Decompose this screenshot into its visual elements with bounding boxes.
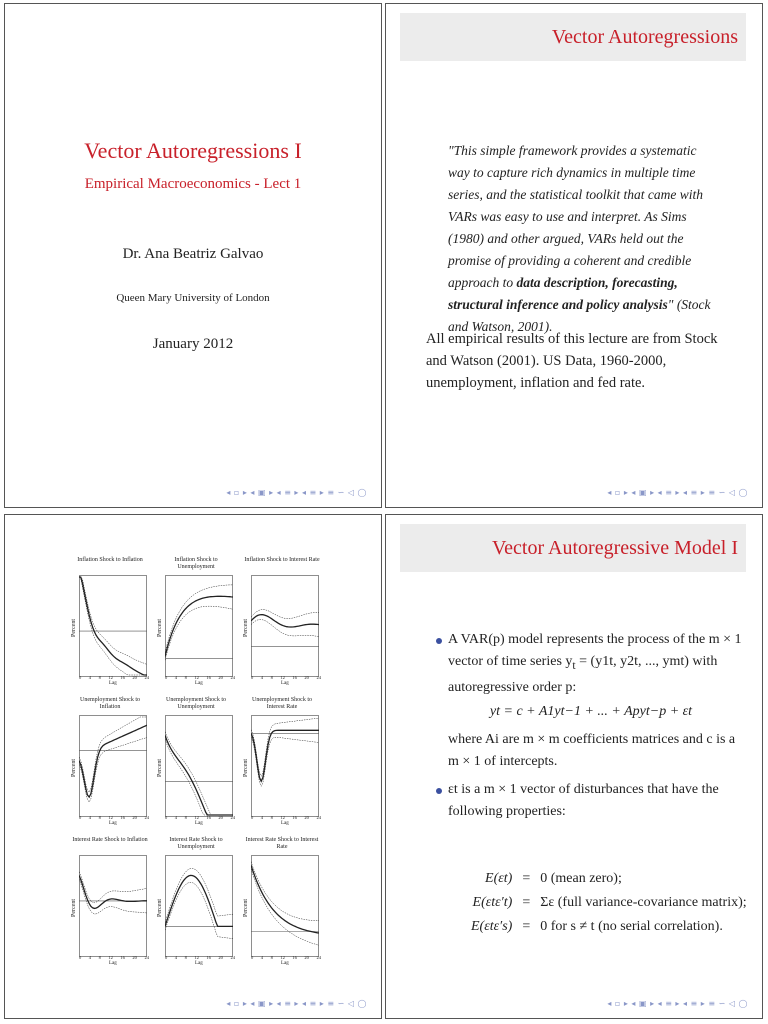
moment-rhs: 0 (mean zero); [540,871,622,886]
irf-upper-band [165,585,233,653]
irf-x-ticks [79,815,149,820]
irf-lower-band [251,620,319,637]
irf-x-tick: 8 [98,675,101,680]
irf-panel [71,557,149,695]
irf-x-tick: 20 [218,955,223,960]
irf-x-tick: 12 [108,955,113,960]
moment-equals: = [522,895,531,910]
irf-y-label: Percent [71,759,77,777]
irf-x-tick: 12 [280,955,285,960]
irf-x-tick: 0 [251,675,254,680]
irf-x-label: Lag [109,821,117,826]
irf-response-line [165,596,233,656]
irf-y-label: Percent [157,759,163,777]
irf-x-tick: 0 [165,955,168,960]
irf-plot-frame [166,576,233,677]
irf-response-line [251,865,319,933]
institution: Queen Mary University of London [116,292,270,304]
irf-response-line [79,875,147,908]
slide-var-model [385,514,763,1019]
irf-panel [243,557,321,695]
moment-rhs: 0 for s ≠ t (no serial correlation). [540,919,723,934]
irf-x-tick: 12 [194,815,199,820]
irf-panel-title: Interest Rate Shock to Interest Rate [245,837,319,850]
presentation-title: Vector Autoregressions I [84,138,302,163]
irf-response-line [79,725,147,797]
irf-x-tick: 8 [270,675,273,680]
irf-x-tick: 24 [230,955,235,960]
slide-title [4,3,382,508]
irf-x-tick: 4 [260,815,264,820]
irf-x-tick: 12 [194,955,199,960]
irf-x-ticks [251,675,321,680]
moments-table [466,867,752,939]
where-text: where Ai are m × m coefficients matrices and c is a m × 1 of intercepts. [448,731,736,769]
irf-x-tick: 0 [251,955,254,960]
irf-x-tick: 0 [79,955,82,960]
irf-plot [79,715,147,817]
irf-x-tick: 20 [304,955,309,960]
disturbances-text: εt is a m × 1 vector of disturbances that have the following properties: [448,781,719,819]
irf-upper-band [165,732,233,815]
irf-x-tick: 4 [174,955,178,960]
irf-x-tick: 16 [120,955,125,960]
frame-title: Vector Autoregressive Model I [400,524,746,572]
irf-x-tick: 4 [174,815,178,820]
irf-x-tick: 4 [260,955,264,960]
bullet-list [436,629,746,823]
irf-y-label: Percent [243,619,249,637]
bullet-dot-icon [436,788,442,794]
irf-y-label: Percent [157,619,163,637]
moment-row [466,891,752,915]
slide-vector-autoregressions [385,3,763,508]
presentation-subtitle: Empirical Macroeconomics - Lect 1 [84,176,302,192]
irf-x-tick: 8 [184,675,187,680]
irf-x-tick: 16 [292,675,297,680]
beamer-navigation-icons[interactable]: ◂ ▫ ▸ ◂ ▣ ▸ ◂ ≡ ▸ ◂ ≡ ▸ ≡ ∽ ◁ ◯ [607,999,748,1008]
beamer-navigation-icons[interactable]: ◂ ▫ ▸ ◂ ▣ ▸ ◂ ≡ ▸ ◂ ≡ ▸ ≡ ∽ ◁ ◯ [226,488,367,497]
irf-y-label: Percent [243,759,249,777]
irf-plot [251,855,319,957]
irf-x-tick: 8 [98,815,101,820]
irf-x-tick: 24 [144,675,149,680]
irf-panel-title: Unemployment Shock to Unemployment [166,697,226,710]
irf-panel [243,837,321,975]
irf-x-tick: 16 [120,815,125,820]
irf-x-tick: 20 [304,815,309,820]
irf-x-ticks [251,955,321,960]
irf-plot-frame [252,856,319,957]
irf-x-tick: 8 [98,955,101,960]
irf-panel-title: Interest Rate Shock to Unemployment [169,837,223,850]
irf-plot [79,575,147,677]
irf-y-label: Percent [157,899,163,917]
irf-x-tick: 20 [132,675,137,680]
irf-x-label: Lag [281,961,289,966]
irf-x-label: Lag [195,821,203,826]
irf-panel-title: Interest Rate Shock to Inflation [72,837,148,843]
quote-text: "This simple framework provides a systematic way to capture rich dynamics in multiple time series, and the statistical toolkit that came with VARs was easy to use and interpret. As Sims (1980) and other argued, VARs held out the promise of providing a coherent and credible approach to [448,143,703,290]
irf-x-tick: 0 [165,815,168,820]
irf-x-tick: 12 [108,675,113,680]
irf-x-tick: 8 [184,815,187,820]
irf-response-line [251,730,319,781]
irf-panel [157,837,235,975]
irf-panel [71,697,149,835]
irf-plot-frame [166,856,233,957]
irf-x-tick: 0 [79,815,82,820]
irf-x-tick: 8 [184,955,187,960]
irf-y-label: Percent [71,899,77,917]
bullet-dot-icon [436,638,442,644]
irf-x-tick: 24 [316,675,321,680]
irf-plot [165,855,233,957]
beamer-navigation-icons[interactable]: ◂ ▫ ▸ ◂ ▣ ▸ ◂ ≡ ▸ ◂ ≡ ▸ ≡ ∽ ◁ ◯ [226,999,367,1008]
irf-panel-title: Inflation Shock to Interest Rate [244,557,320,563]
irf-plot [251,575,319,677]
irf-x-ticks [79,675,149,680]
irf-x-tick: 16 [120,675,125,680]
moment-equals: = [522,871,531,886]
irf-y-label: Percent [243,899,249,917]
irf-response-line [165,735,233,815]
irf-x-ticks [251,815,321,820]
irf-plot [79,855,147,957]
moment-lhs: E(εtε′s) [471,919,513,934]
irf-x-tick: 12 [108,815,113,820]
irf-plot-frame [80,856,147,957]
irf-lower-band [79,737,147,802]
irf-panel-title: Inflation Shock to Unemployment [174,557,218,570]
irf-lower-band [251,737,319,786]
irf-x-label: Lag [281,681,289,686]
impulse-response-grid [71,557,321,967]
irf-plot-frame [80,576,147,677]
irf-x-label: Lag [281,821,289,826]
author-name: Dr. Ana Beatriz Galvao [122,246,264,262]
data-note: All empirical results of this lecture are from Stock and Watson (2001). US Data, 1960-2000, unemployment, inflation and fed rate. [426,331,718,391]
irf-x-tick: 0 [251,815,254,820]
irf-panel-title: Inflation Shock to Inflation [77,557,143,563]
irf-x-tick: 12 [280,815,285,820]
irf-x-tick: 16 [292,815,297,820]
irf-panel [157,557,235,695]
bullet-var-definition [436,629,746,699]
irf-x-tick: 20 [218,675,223,680]
moment-rhs: Σε (full variance-covariance matrix); [540,895,747,910]
irf-x-ticks [165,955,235,960]
irf-x-tick: 0 [165,675,168,680]
irf-x-label: Lag [195,681,203,686]
irf-x-tick: 8 [270,955,273,960]
irf-x-tick: 16 [206,955,211,960]
irf-x-ticks [79,955,149,960]
irf-response-line [165,875,233,926]
irf-x-tick: 12 [194,675,199,680]
moment-lhs: E(εt) [485,871,513,886]
irf-upper-band [251,718,319,776]
irf-lower-band [165,882,233,938]
irf-x-tick: 24 [144,815,149,820]
irf-x-tick: 4 [174,675,178,680]
irf-x-tick: 24 [316,955,321,960]
irf-x-tick: 4 [88,815,92,820]
quote-reference: (Stock and Watson, 2001). [448,297,711,334]
irf-upper-band [79,872,147,903]
irf-plot [165,715,233,817]
irf-x-label: Lag [109,681,117,686]
irf-x-label: Lag [109,961,117,966]
irf-plot-frame [166,716,233,817]
irf-x-tick: 0 [79,675,82,680]
irf-y-label: Percent [71,619,77,637]
var-equation: yt = c + A1yt−1 + ... + Apyt−p + εt [489,703,693,719]
irf-x-label: Lag [195,961,203,966]
irf-x-tick: 20 [132,955,137,960]
quote-emphasis: data description, forecasting, structural inference and policy analysis [448,275,678,312]
irf-panel [157,697,235,835]
irf-x-tick: 16 [206,815,211,820]
irf-x-tick: 16 [292,955,297,960]
irf-x-tick: 4 [88,955,92,960]
irf-lower-band [165,606,233,660]
irf-plot [165,575,233,677]
moment-lhs: E(εtε′t) [472,895,513,910]
var-definition-part2: = (y1t, y2t, ..., ymt) with autoregressive order p: [448,654,718,695]
irf-x-tick: 24 [144,955,149,960]
irf-plot [251,715,319,817]
irf-lower-band [251,869,319,945]
moment-row [466,915,752,939]
irf-x-tick: 20 [304,675,309,680]
bullet-disturbances [436,779,746,823]
irf-x-tick: 24 [230,675,235,680]
irf-x-tick: 24 [230,815,235,820]
irf-x-tick: 20 [218,815,223,820]
stock-watson-quote [448,140,720,338]
irf-panel [71,837,149,975]
quote-close: " [667,297,677,312]
irf-panel-title: Unemployment Shock to Interest Rate [252,697,312,710]
irf-panel-title: Unemployment Shock to Inflation [80,697,140,710]
beamer-navigation-icons[interactable]: ◂ ▫ ▸ ◂ ▣ ▸ ◂ ≡ ▸ ◂ ≡ ▸ ≡ ∽ ◁ ◯ [607,488,748,497]
presentation-date: January 2012 [152,336,234,352]
moment-equals: = [522,919,531,934]
var-definition-text [448,632,742,695]
irf-x-tick: 8 [270,815,273,820]
irf-x-ticks [165,815,235,820]
irf-x-tick: 4 [260,675,264,680]
moment-row [466,867,752,891]
irf-response-line [251,615,319,627]
irf-x-tick: 12 [280,675,285,680]
irf-lower-band [79,879,147,914]
frame-title: Vector Autoregressions [400,13,746,61]
irf-x-tick: 24 [316,815,321,820]
irf-x-tick: 20 [132,815,137,820]
irf-x-tick: 4 [88,675,92,680]
slide-impulse-responses [4,514,382,1019]
irf-upper-band [79,717,147,792]
var-definition-sub: t [572,658,576,672]
disturbance-moments [466,867,752,939]
var-definition-part1: A VAR(p) model represents the process of the m × 1 vector of time series y [448,632,742,669]
irf-x-tick: 16 [206,675,211,680]
irf-panel [243,697,321,835]
irf-x-ticks [165,675,235,680]
